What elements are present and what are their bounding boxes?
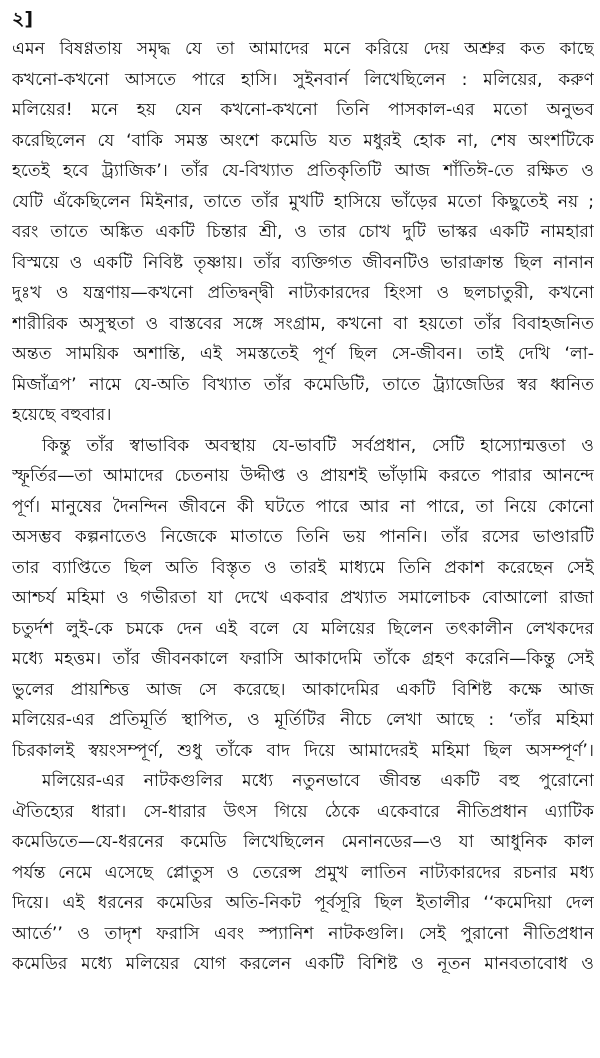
text-line: তার ব্যাপ্তিতে ছিল অতি বিস্তৃত ও তারই মাধ্যমে তিনি প্রকাশ করেছেন সেই [12, 557, 594, 578]
text-line: অসম্ভব কল্পনাতেও নিজেকে মাতাতে তিনি ভয় পাননি। তাঁর রসের ভাণ্ডারটি [12, 527, 594, 547]
text-line: কখনো-কখনো আসতে পারে হাসি। সুইনবার্ন লিখেছিলেন : মলিয়ের, করুণ [12, 69, 594, 90]
text-line: বরং তাতে অঙ্কিত একটি চিন্তার শ্রী, ও তার চোখ দুটি ভাস্কর একটি নামহারা [12, 222, 594, 242]
text-line: কমেডির মধ্যে মলিয়ের যোগ করলেন একটি বিশিষ্ট ও নূতন মানবতাবোধ ও [12, 954, 594, 974]
text-line: দুঃখ ও যন্ত্রণায়—কখনো প্রতিদ্বন্দ্বী নাট্যকারদের হিংসা ও ছলচাতুরী, কখনো [12, 283, 594, 303]
text-line: মলিয়ের! মনে হয় যেন কখনো-কখনো তিনি পাসকাল-এর মতো অনুভব [12, 100, 594, 120]
text-line: মধ্যে মহত্তম। তাঁর জীবনকালে ফরাসি আকাদেমি তাঁকে গ্রহণ করেনি—কিন্তু সেই [12, 649, 594, 669]
text-line: চিরকালই স্বয়ংসম্পূর্ণ, শুধু তাঁকে বাদ দিয়ে আমাদেরই মহিমা ছিল অসম্পূর্ণ’। [12, 740, 594, 761]
text-line: আশ্চর্য মহিমা ও গভীরতা যা দেখে একবার প্রখ্যাত সমালোচক বোআলো রাজা [12, 588, 594, 608]
text-line: ঐতিহ্যের ধারা। সে-ধারার উৎস গিয়ে ঠেকে একেবারে নীতিপ্রধান এ্যাটিক [12, 801, 594, 822]
text-line: দিয়ে। এই ধরনের কমেডির অতি-নিকট পূর্বসূরি ছিল ইতালীর ‘‘কমেদিয়া দেল [12, 893, 594, 913]
text-line: শারীরিক অসুস্থতা ও বাস্তবের সঙ্গে সংগ্রাম, কখনো বা হয়তো তাঁর বিবাহজনিত [12, 313, 594, 334]
text-line: চতুর্দশ লুই-কে চমকে দেন এই বলে যে মলিয়ের ছিলেন তৎকালীন লেখকদের [12, 618, 594, 639]
paragraph-1 [12, 34, 594, 431]
text-line: হতেই হবে ট্র্যাজিক’। তাঁর যে-বিখ্যাত প্রতিকৃতিটি আজ শাঁতিঈ-তে রক্ষিত ও [12, 161, 594, 181]
paragraph-2 [12, 431, 594, 767]
paragraph-3 [12, 766, 594, 980]
text-line: মিজাঁত্রপ’ নামে যে-অতি বিখ্যাত তাঁর কমেডিটি, তাতে ট্র্যাজেডির স্বর ধ্বনিত [12, 374, 594, 395]
text-line: ভুলের প্রায়শ্চিত্ত আজ সে করেছে। আকাদেমির একটি বিশিষ্ট কক্ষে আজ [12, 679, 594, 700]
text-line: করেছিলেন যে ‘বাকি সমস্ত অংশে কমেডি যত মধুরই হোক না, শেষ অংশটিকে [12, 130, 594, 151]
text-line: মলিয়ের-এর প্রতিমূর্তি স্থাপিত, ও মূর্তিটির নীচে লেখা আছে : ‘তাঁর মহিমা [12, 710, 594, 730]
text-line: কিন্তু তাঁর স্বাভাবিক অবস্থায় যে-ভাবটি সর্বপ্রধান, সেটি হাস্যোন্মত্ততা ও [42, 435, 594, 456]
text-line: অন্তত সাময়িক অশান্তি, এই সমস্ততেই পূর্ণ ছিল সে-জীবন। তাই দেখি ‘লা- [12, 344, 594, 364]
text-line: হয়েছে বহুবার। [12, 405, 112, 425]
text-line: স্ফূর্তির—তা আমাদের চেতনায় উদ্দীপ্ত ও প্রায়শই ভাঁড়ামি করতে পারার আনন্দে [12, 466, 594, 486]
text-line: পূর্ণ। মানুষের দৈনন্দিন জীবনে কী ঘটতে পারে আর না পারে, তা নিয়ে কোনো [12, 496, 594, 517]
text-line: মলিয়ের-এর নাটকগুলির মধ্যে নতুনভাবে জীবন্ত একটি বহু পুরোনো [42, 771, 594, 791]
text-line: যেটি এঁকেছিলেন মিইনার, তাতে তাঁর মুখটি হাসিয়ে ভাঁড়ের মতো কিছুতেই নয় ; [12, 191, 594, 212]
page-number: ২] [12, 8, 34, 30]
text-line: কমেডিতে—যে-ধরনের কমেডি লিখেছিলেন মেনানডের—ও যা আধুনিক কাল [12, 832, 594, 852]
text-line: পর্যন্ত নেমে এসেছে প্লোতুস ও তেরেন্স প্রমুখ লাতিন নাট্যকারদের রচনার মধ্য [12, 862, 594, 883]
text-line: এমন বিষণ্ণতায় সমৃদ্ধ যে তা আমাদের মনে করিয়ে দেয় অশ্রুর কত কাছে [12, 39, 594, 59]
text-line: আর্তে’’ ও তাদৃশ ফরাসি এবং স্প্যানিশ নাটকগুলি। সেই পুরানো নীতিপ্রধান [12, 923, 594, 944]
text-line: বিস্ময়ে ও একটি নিবিষ্ট তৃষ্ণায়। তাঁর ব্যক্তিগত জীবনটিও ভারাক্রান্ত ছিল নানান [12, 252, 594, 273]
